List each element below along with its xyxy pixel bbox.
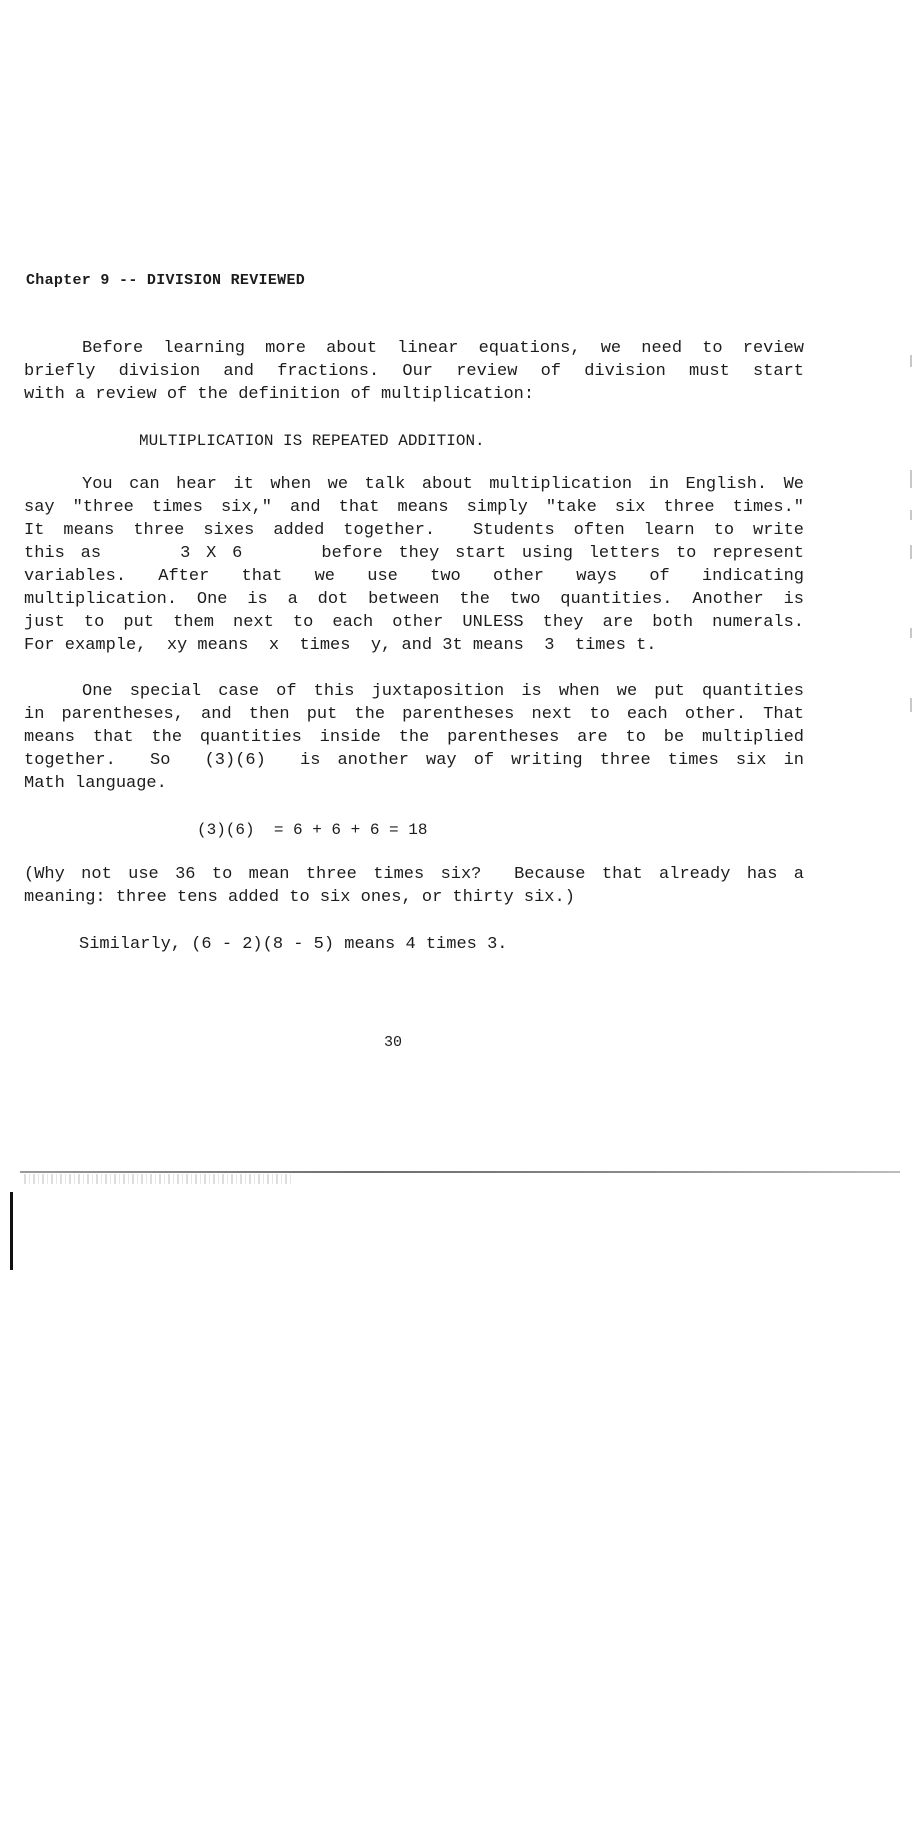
similarly-line: Similarly, (6 - 2)(8 - 5) means 4 times 3. xyxy=(79,935,508,954)
text-line: One special case of this juxtaposition is when we put quantities xyxy=(82,682,804,701)
text-line: this as 3 X 6 before they start using letters to represent xyxy=(24,544,804,563)
text-line: Math language. xyxy=(24,774,167,793)
scan-edge-mark xyxy=(910,698,912,712)
scan-edge-mark xyxy=(910,510,912,520)
scan-edge-mark xyxy=(910,628,912,638)
scan-edge-line xyxy=(20,1171,900,1173)
paragraph-why-not xyxy=(24,863,804,909)
text-line: means that the quantities inside the parentheses are to be multiplied xyxy=(24,728,804,747)
text-line: variables. After that we use two other ways of indicating xyxy=(24,567,804,586)
paragraph-intro xyxy=(24,337,804,406)
text-line: in parentheses, and then put the parentheses next to each other. That xyxy=(24,705,804,724)
scan-margin-bar xyxy=(10,1192,13,1270)
text-line: (Why not use 36 to mean three times six? Because that already has a xyxy=(24,865,804,884)
text-line: together. So (3)(6) is another way of writing three times six in xyxy=(24,751,804,770)
scan-edge-mark xyxy=(910,545,912,559)
text-line: meaning: three tens added to six ones, or thirty six.) xyxy=(24,888,575,907)
scan-edge-mark xyxy=(910,355,912,367)
scan-noise xyxy=(24,1174,294,1184)
text-line: with a review of the definition of multiplication: xyxy=(24,385,535,404)
scan-edge-mark xyxy=(910,470,912,488)
equation: (3)(6) = 6 + 6 + 6 = 18 xyxy=(197,821,428,839)
paragraph-juxtaposition xyxy=(24,680,804,795)
paragraph-multiplication xyxy=(24,473,804,657)
page-number: 30 xyxy=(384,1034,403,1051)
text-line: just to put them next to each other UNLESS they are both numerals. xyxy=(24,613,804,632)
chapter-heading: Chapter 9 -- DIVISION REVIEWED xyxy=(26,272,306,289)
text-line: For example, xy means x times y, and 3t means 3 times t. xyxy=(24,636,657,655)
text-line: You can hear it when we talk about multiplication in English. We xyxy=(82,475,804,494)
text-line: It means three sixes added together. Students often learn to write xyxy=(24,521,804,540)
text-line: briefly division and fractions. Our review of division must start xyxy=(24,362,804,381)
text-line: multiplication. One is a dot between the two quantities. Another is xyxy=(24,590,804,609)
text-line: Before learning more about linear equations, we need to review xyxy=(82,339,804,358)
emphasis-statement: MULTIPLICATION IS REPEATED ADDITION. xyxy=(139,432,485,450)
text-line: say "three times six," and that means simply "take six three times." xyxy=(24,498,804,517)
